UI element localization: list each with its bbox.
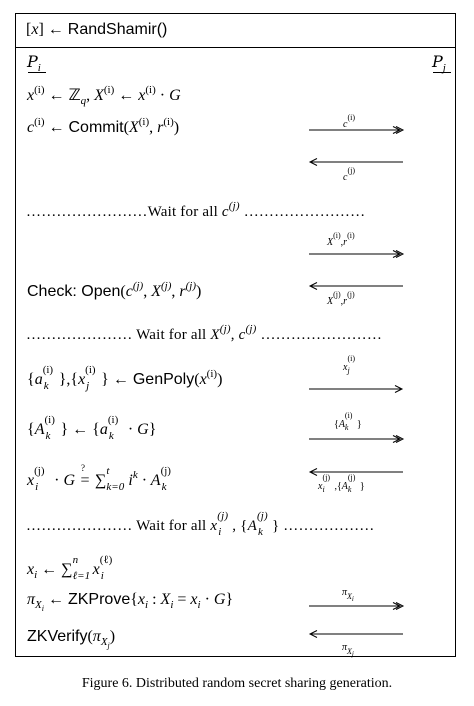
left-arrow-icon	[309, 629, 403, 639]
right-arrow-icon	[309, 384, 403, 394]
step-zk-prove: $\pi_{Xi}$ ← $ZKProve\{x_i$ : $X_i = x_i \cdot G$}	[27, 591, 234, 613]
msg-commit-reply-label: $c^{(j)}$	[343, 166, 356, 183]
left-arrow-icon	[309, 157, 403, 167]
party-left-underline	[28, 72, 46, 73]
function-name: RandShamir()	[67, 21, 168, 38]
wait-shares: ………………… Wait for all x (j) i , {A (j) k } ………………	[26, 510, 375, 538]
right-arrow-icon	[309, 249, 403, 259]
party-right-underline	[433, 72, 451, 73]
msg-open-label: $X^{(i)},r^{(i)}$	[327, 231, 355, 248]
step-zk-verify: $ZKVerify(\pi_{Xj})$	[27, 628, 116, 650]
party-right: $P_j$	[432, 52, 446, 74]
figure-caption: Figure 6. Distributed random secret sharing generation.	[81, 676, 393, 691]
right-arrow-icon	[309, 434, 403, 444]
right-arrow-icon	[309, 125, 403, 135]
protocol-title: [x] ← RandShamir()	[26, 21, 168, 38]
step-gen-poly: {a (i) k },{x (i) j } ← $GenPoly(x^{(i)})$	[27, 364, 223, 392]
msg-proof-reply-label: $\pi_{Xj}$	[342, 642, 354, 658]
msg-coeff-label: {A (i) k }	[334, 411, 362, 432]
left-arrow-icon	[309, 281, 403, 291]
msg-share-label: x (i) j	[343, 354, 356, 375]
msg-commit-label: $c^{(i)}$	[343, 113, 356, 130]
step-verify-share: x (j) i · G ? = ∑ t k=0 $i^k \cdot A$ (j) k	[27, 463, 171, 493]
wait-commitments: ……………………Wait for all $c^{(j)}$ ……………………	[26, 200, 366, 220]
assign-arrow: ←	[47, 21, 64, 38]
step-commit: $c^{(i)}$ ← $Commit(X^{(i)}$, $r^{(i)}$)	[27, 116, 180, 136]
protocol-box	[15, 13, 456, 657]
step-sample-secret: $x^{(i)}$ ← ℤ$_q$, $X^{(i)}$ ← $x^{(i)} \cdot G$	[27, 84, 181, 107]
step-coefficient-commit: {A (i) k } ← {a (i) k · G}	[27, 414, 157, 442]
msg-share-reply-label: x (j) i ,{A (j) k }	[318, 473, 365, 494]
right-arrow-icon	[309, 601, 403, 611]
step-sum-shares: $x_i$ ← ∑ n ℓ=1 x (ℓ) i	[27, 554, 113, 582]
wait-openings: ………………… Wait for all $X^{(j)}$, $c^{(j)}$ ……………………	[26, 323, 383, 343]
msg-open-reply-label: $X^{(j)},r^{(j)}$	[327, 290, 355, 307]
title-rule	[16, 47, 455, 48]
party-left: $P_i$	[27, 52, 41, 74]
msg-proof-label: $\pi_{Xi}$	[342, 587, 354, 603]
step-check-open: Check: $Open(c^{(j)}$, $X^{(j)}$, $r^{(j)}$)	[27, 280, 202, 300]
